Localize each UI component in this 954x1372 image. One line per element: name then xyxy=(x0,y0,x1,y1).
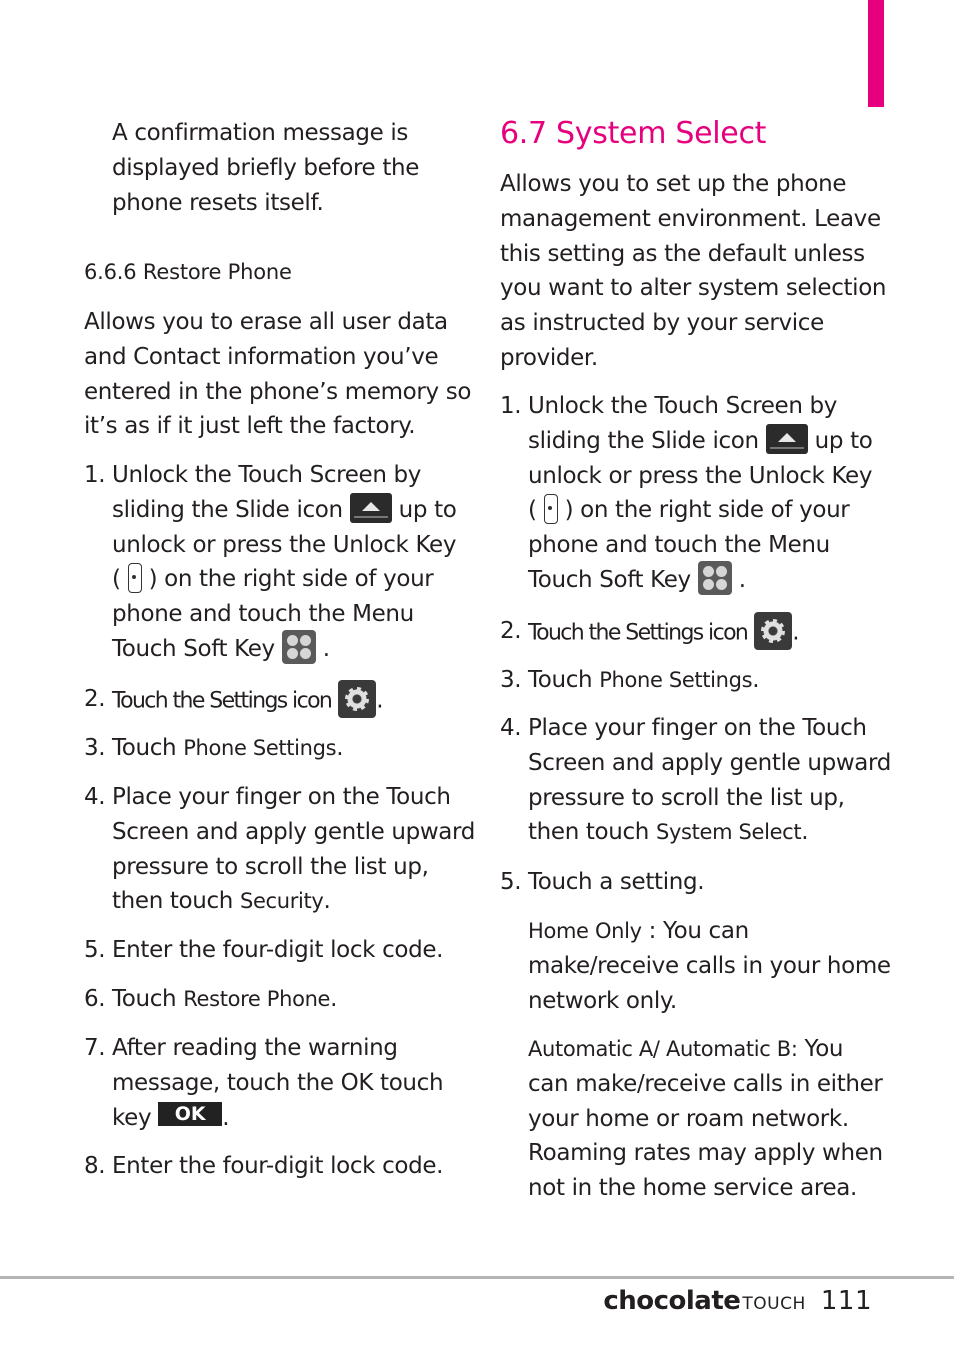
text-span: Touch xyxy=(528,667,593,693)
menu-term: Security xyxy=(240,889,324,914)
menu-term: Phone Settings xyxy=(183,736,337,760)
text-line: Allows you to erase all user data xyxy=(84,309,448,335)
text-span: You xyxy=(797,1036,844,1062)
text-line: as instructed by your service xyxy=(500,310,824,337)
text-span: up to xyxy=(814,427,873,454)
option-term: Home Only xyxy=(528,919,642,943)
text-span: . xyxy=(738,566,746,593)
step-number: 5. xyxy=(84,937,106,963)
system-select-title: 6.7 System Select xyxy=(500,116,767,151)
text-span: ) on the right side of your xyxy=(564,497,850,524)
text-line: your home or roam network. xyxy=(528,1105,849,1132)
unlock-key-icon xyxy=(128,563,142,593)
text-span: Touch Soft Key xyxy=(528,566,691,593)
text-span: Touch the Settings icon xyxy=(528,620,748,646)
text-line xyxy=(112,884,475,919)
step-number: 1. xyxy=(500,393,522,419)
ok-key-icon: OK xyxy=(158,1102,222,1126)
slide-icon xyxy=(350,493,392,523)
menu-term: Phone Settings xyxy=(599,668,753,692)
step-text: Enter the four-digit lock code. xyxy=(112,937,444,963)
text-line xyxy=(528,1032,883,1067)
text-line: provider. xyxy=(500,344,598,371)
text-span: then touch xyxy=(112,888,234,915)
text-line xyxy=(528,424,873,459)
text-line xyxy=(528,563,873,598)
text-span: up to xyxy=(398,496,457,523)
text-line: unlock or press the Unlock Key xyxy=(112,531,457,558)
text-line: Unlock the Touch Screen by xyxy=(528,393,838,419)
text-line: network only. xyxy=(528,987,677,1014)
text-line: not in the home service area. xyxy=(528,1175,857,1202)
text-span: Touch Soft Key xyxy=(112,635,275,662)
text-line: pressure to scroll the list up, xyxy=(528,784,845,811)
menu-term: System Select xyxy=(656,820,802,845)
text-span: sliding the Slide icon xyxy=(528,427,759,454)
text-line: management environment. Leave xyxy=(500,205,881,232)
step-number: 3. xyxy=(500,667,522,693)
text-line xyxy=(112,562,457,597)
step-number: 7. xyxy=(84,1035,106,1061)
text-line: and Contact information you’ve xyxy=(84,343,439,370)
text-line: Place your finger on the Touch xyxy=(528,715,867,741)
menu-icon xyxy=(698,561,732,595)
text-line: phone resets itself. xyxy=(112,189,324,216)
step-number: 6. xyxy=(84,986,106,1012)
unlock-key-icon xyxy=(544,494,558,524)
brand-subtitle: TOUCH xyxy=(742,1294,806,1314)
text-span: then touch xyxy=(528,819,650,846)
text-span: . xyxy=(222,1104,230,1131)
step-number: 3. xyxy=(84,735,106,761)
settings-gear-icon xyxy=(754,612,792,650)
brand-logo: chocolate xyxy=(603,1286,741,1316)
restore-phone-description xyxy=(84,305,471,444)
text-line: Unlock the Touch Screen by xyxy=(112,462,422,488)
text-span: Touch xyxy=(112,986,177,1012)
text-span: Touch xyxy=(112,735,177,761)
footer-rule xyxy=(0,1276,954,1279)
step-number: 4. xyxy=(500,715,522,741)
step-number: 2. xyxy=(500,618,522,644)
text-line xyxy=(528,815,891,850)
text-line xyxy=(528,914,891,949)
settings-gear-icon xyxy=(338,680,376,718)
text-line: Roaming rates may apply when xyxy=(528,1140,883,1167)
text-span: . xyxy=(336,735,344,761)
text-span: . xyxy=(752,667,760,693)
text-span: . xyxy=(322,635,330,662)
text-line xyxy=(112,1101,443,1136)
text-span: sliding the Slide icon xyxy=(112,496,343,523)
text-line: phone and touch the Menu xyxy=(112,601,414,628)
page-number: 111 xyxy=(820,1286,872,1316)
slide-icon xyxy=(766,424,808,454)
text-line: phone and touch the Menu xyxy=(528,532,830,559)
text-line: make/receive calls in your home xyxy=(528,952,891,979)
text-line: unlock or press the Unlock Key xyxy=(528,462,873,489)
section-tab-marker xyxy=(868,0,884,107)
text-span: ) on the right side of your xyxy=(148,566,434,593)
text-span: . xyxy=(330,986,338,1012)
system-select-description xyxy=(500,167,886,376)
restore-phone-heading: 6.6.6 Restore Phone xyxy=(84,260,292,284)
text-span: ( xyxy=(528,497,537,524)
step-number: 2. xyxy=(84,686,106,712)
step-number: 8. xyxy=(84,1153,106,1179)
text-span: . xyxy=(801,819,809,846)
text-line: entered in the phone’s memory so xyxy=(84,378,472,405)
confirmation-paragraph xyxy=(112,116,419,220)
text-span: . xyxy=(376,687,384,714)
menu-term: Restore Phone xyxy=(183,987,331,1011)
text-line: Screen and apply gentle upward xyxy=(112,818,476,845)
menu-icon xyxy=(282,630,316,664)
text-line: you want to alter system selection xyxy=(500,275,887,302)
step-number: 1. xyxy=(84,462,106,488)
text-line: displayed briefly before the xyxy=(112,154,420,181)
text-span: . xyxy=(323,888,331,915)
text-line: Place your finger on the Touch xyxy=(112,784,451,810)
text-line: this setting as the default unless xyxy=(500,240,865,267)
step-number: 5. xyxy=(500,869,522,895)
text-line: pressure to scroll the list up, xyxy=(112,853,429,880)
text-line: Screen and apply gentle upward xyxy=(528,749,892,776)
page-footer xyxy=(603,1286,872,1316)
text-line: it’s as if it just left the factory. xyxy=(84,413,416,440)
text-span: key xyxy=(112,1104,152,1131)
text-line: message, touch the OK touch xyxy=(112,1069,444,1096)
text-line: Allows you to set up the phone xyxy=(500,171,847,197)
text-line xyxy=(528,493,873,528)
text-span: ( xyxy=(112,566,121,593)
step-text: Touch a setting. xyxy=(528,869,705,895)
text-span: : You can xyxy=(641,918,749,944)
step-text: Enter the four-digit lock code. xyxy=(112,1153,444,1179)
option-term: Automatic A/ Automatic B: xyxy=(528,1037,798,1061)
text-line: After reading the warning xyxy=(112,1035,398,1061)
text-line xyxy=(112,493,457,528)
text-line: can make/receive calls in either xyxy=(528,1070,883,1097)
text-line xyxy=(112,632,457,667)
text-line: A confirmation message is xyxy=(112,120,409,146)
text-span: Touch the Settings icon xyxy=(112,688,332,714)
step-number: 4. xyxy=(84,784,106,810)
text-span: . xyxy=(792,619,800,646)
